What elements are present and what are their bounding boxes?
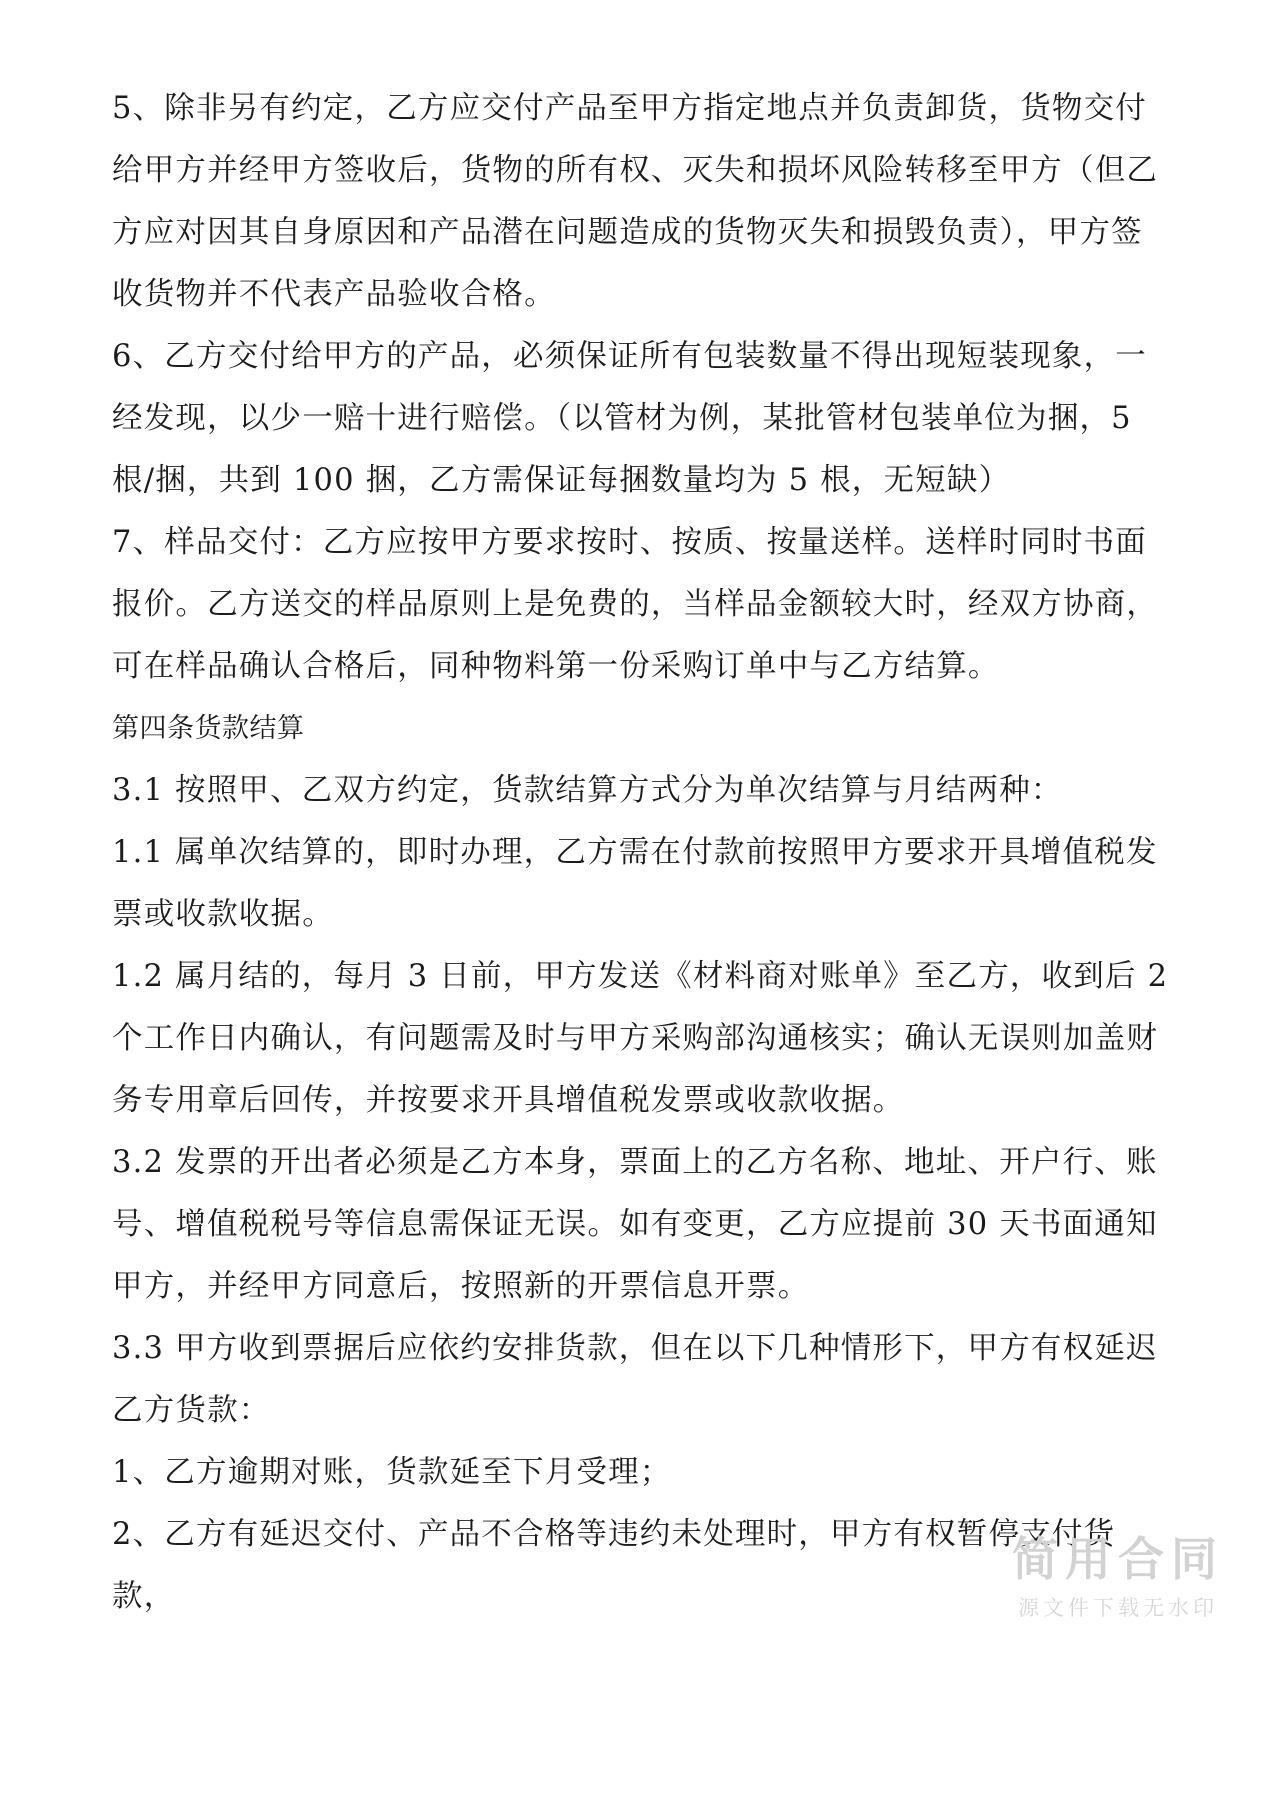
paragraph-clause-3-3-item-2: 2、乙方有延迟交付、产品不合格等违约未处理时，甲方有权暂停支付货款，: [112, 1517, 1116, 1614]
paragraph-clause-3-3-item-1: 1、乙方逾期对账，货款延至下月受理；: [112, 1455, 672, 1490]
paragraph-clause-3-3: 3.3 甲方收到票据后应依约安排货款，但在以下几种情形下，甲方有权延迟乙方货款：: [112, 1331, 1158, 1428]
section-heading-article-4: 第四条货款结算: [112, 713, 305, 744]
watermark-main-text: 简用合同: [1012, 1532, 1224, 1587]
paragraph-clause-5: 5、除非另有约定，乙方应交付产品至甲方指定地点并负责卸货，货物交付给甲方并经甲方签收后，货物的所有权、灭失和损坏风险转移至甲方（但乙方应对因其自身原因和产品潜在问题造成的货物灭失和损毁负责），甲方签收货物并不代表产品验收合格。: [112, 91, 1159, 312]
paragraph-clause-6: 6、乙方交付给甲方的产品，必须保证所有包装数量不得出现短装现象，一经发现，以少一赔十进行赔偿。（以管材为例，某批管材包装单位为捆，5 根/捆，共到 100 捆，乙方需保证每捆数量均为 5 根，无短缺）: [112, 339, 1148, 498]
paragraph-clause-1-1: 1.1 属单次结算的，即时办理，乙方需在付款前按照甲方要求开具增值税发票或收款收据。: [112, 835, 1158, 932]
paragraph-clause-7: 7、样品交付：乙方应按甲方要求按时、按质、按量送样。送样时同时书面报价。乙方送交的样品原则上是免费的，当样品金额较大时，经双方协商，可在样品确认合格后，同种物料第一份采购订单中与乙方结算。: [112, 525, 1159, 684]
paragraph-clause-3-1: 3.1 按照甲、乙双方约定，货款结算方式分为单次结算与月结两种：: [112, 773, 1063, 808]
document-body: [112, 78, 1180, 1628]
paragraph-clause-3-2: 3.2 发票的开出者必须是乙方本身，票面上的乙方名称、地址、开户行、账号、增值税税号等信息需保证无误。如有变更，乙方应提前 30 天书面通知甲方，并经甲方同意后，按照新的开票信息开票。: [112, 1145, 1158, 1304]
watermark-sub-text: 源文件下载无水印: [1018, 1595, 1218, 1620]
paragraph-clause-1-2: 1.2 属月结的，每月 3 日前，甲方发送《材料商对账单》至乙方，收到后 2 个工作日内确认，有问题需及时与甲方采购部沟通核实；确认无误则加盖财务专用章后回传，并按要求开具增值税发票或收款收据。: [112, 959, 1180, 1118]
